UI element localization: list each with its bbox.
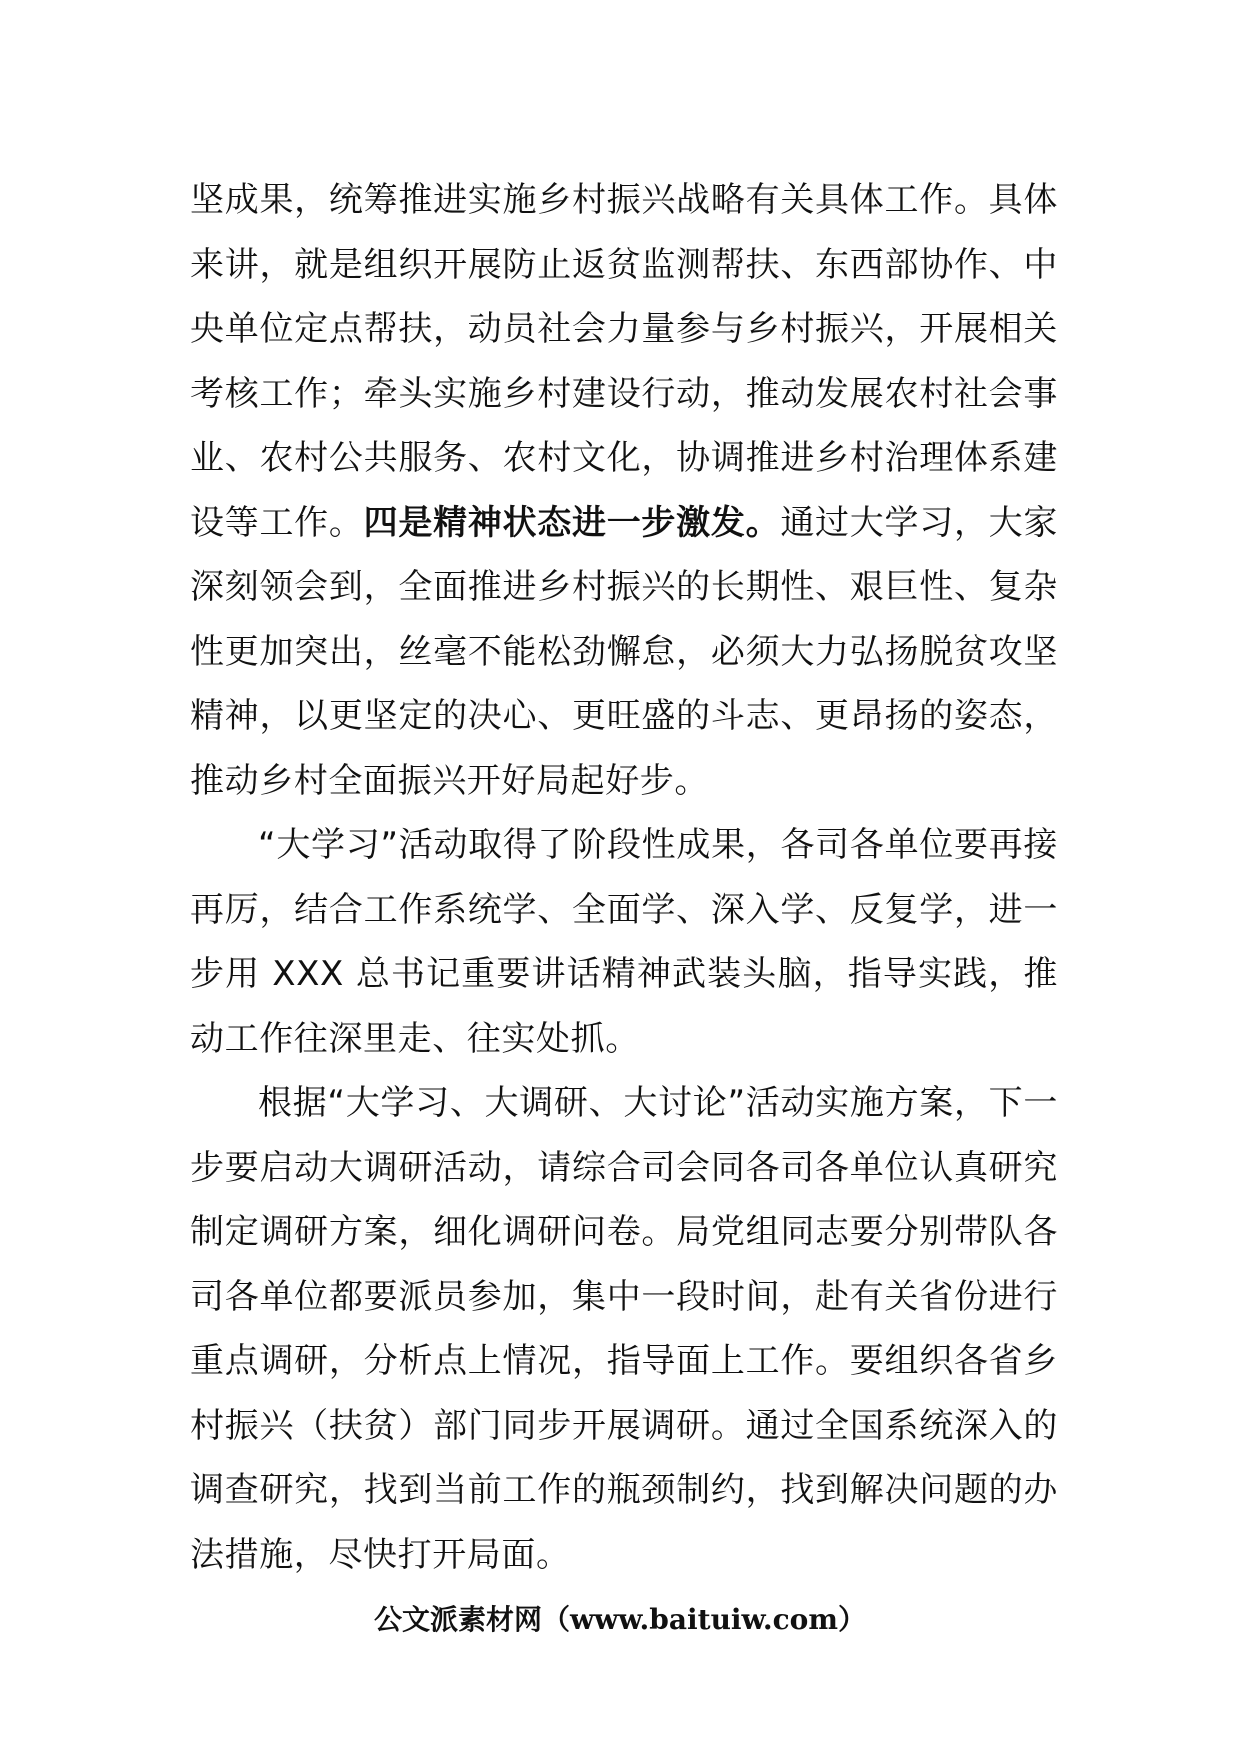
document-body [190, 168, 1058, 1587]
paragraph-1-text-before: 坚成果，统筹推进实施乡村振兴战略有关具体工作。具体来讲，就是组织开展防止返贫监测帮扶、东西部协作、中央单位定点帮扶，动员社会力量参与乡村振兴，开展相关考核工作；牵头实施乡村建设行动，推动发展农村社会事业、农村公共服务、农村文化，协调推进乡村治理体系建设等工作。 [190, 180, 1058, 543]
footer-watermark: 公文派素材网（www.baituiw.com） [374, 1603, 866, 1636]
paragraph-1-bold-heading: 四是精神状态进一步激发。 [363, 502, 781, 543]
paragraph-2: “大学习”活动取得了阶段性成果，各司各单位要再接再厉，结合工作系统学、全面学、深入学、反复学，进一步用 XXX 总书记重要讲话精神武装头脑，指导实践，推动工作往深里走、往实处抓。 [190, 825, 1058, 1059]
paragraph-1-text-after: 通过大学习，大家深刻领会到，全面推进乡村振兴的长期性、艰巨性、复杂性更加突出，丝毫不能松劲懈怠，必须大力弘扬脱贫攻坚精神，以更坚定的决心、更旺盛的斗志、更昂扬的姿态，推动乡村全面振兴开好局起好步。 [190, 502, 1058, 801]
paragraph-1 [190, 168, 1058, 813]
paragraph-3: 根据“大学习、大调研、大讨论”活动实施方案，下一步要启动大调研活动，请综合司会同各司各单位认真研究制定调研方案，细化调研问卷。局党组同志要分别带队各司各单位都要派员参加，集中一段时间，赴有关省份进行重点调研，分析点上情况，指导面上工作。要组织各省乡村振兴（扶贫）部门同步开展调研。通过全国系统深入的调查研究，找到当前工作的瓶颈制约，找到解决问题的办法措施，尽快打开局面。 [190, 1083, 1058, 1575]
